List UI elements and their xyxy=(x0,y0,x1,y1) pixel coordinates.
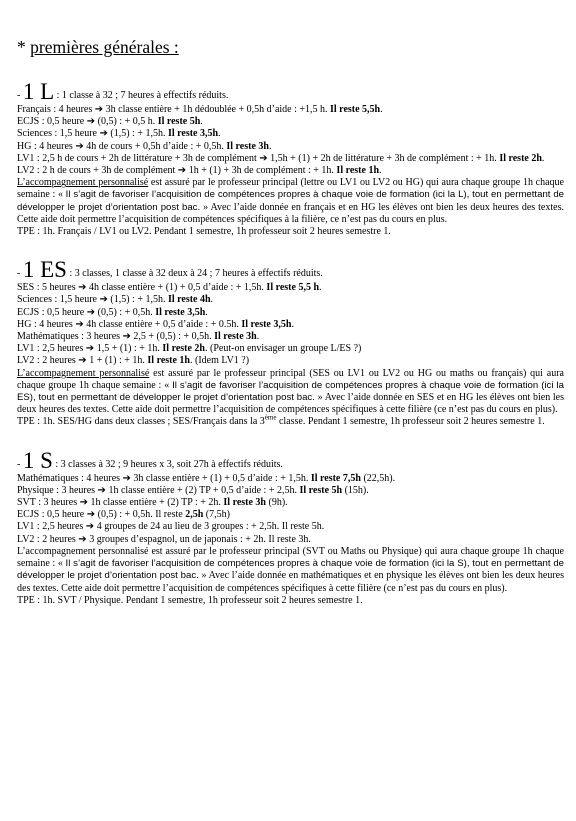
line-text: SES : 5 heures xyxy=(17,282,79,294)
line-text: . xyxy=(200,116,203,128)
remaining-hours: Il reste 4h xyxy=(167,294,211,306)
remaining-hours: Il reste 3h xyxy=(214,331,257,343)
line-text: Mathématiques : 3 heures xyxy=(17,331,123,343)
line-text: 1 + (1) : + 1h. xyxy=(86,355,148,367)
hours-lines xyxy=(17,104,564,153)
remaining-hours: Il reste 3h xyxy=(223,497,266,509)
document-page xyxy=(17,36,564,607)
line-text: 3h classe entière + 1h dédoublée + 0,5h d’aide : +1,5 h. xyxy=(103,104,331,115)
subject-line xyxy=(17,355,564,367)
section-1l xyxy=(17,79,564,238)
remaining-hours: Il reste 2h xyxy=(162,343,205,355)
hours-lines xyxy=(17,282,564,367)
line-text: . xyxy=(319,282,322,294)
ap-quote: Il s’agit de favoriser l’acquisition de compétences propres à chaque voie de formation (ici la L), tout en permettant de développer le projet d’orientation post bac. xyxy=(17,189,564,213)
title-text: premières générales : xyxy=(30,37,179,57)
lv2-line xyxy=(17,165,564,177)
heading-rest: : 3 classes, 1 classe à 32 deux à 24 ; 7 heures à effectifs réduits. xyxy=(66,268,323,280)
arrow-icon: ➔ xyxy=(94,104,104,115)
ap-text-1: L’accompagnement personnalisé est assuré par le professeur principal (SVT ou Maths ou Physique) qui aura chaque groupe 1h chaque semaine : « xyxy=(17,545,564,570)
line-text: (1,5) : + 1,5h. xyxy=(107,294,168,306)
tpe-text-2: classe. Pendant 1 semestre, 1h professeur soit 2 heures semestre 1. xyxy=(276,416,545,428)
arrow-icon: ➔ xyxy=(75,318,84,330)
ap-paragraph xyxy=(17,546,564,595)
ap-text-2: » Avec l’aide donnée en mathématiques et en physique les élèves ont bien les deux heures des textes. Cette aide doit permettre l’acquisition de compétences spécifiques à cette filière (ce n’est pas du cours en plus). xyxy=(17,570,564,594)
line-text: 3h classe entière + (1) + 0,5 d’aide : + 1,5h. xyxy=(130,472,311,484)
ap-text-1: est assuré par le professeur principal (SES ou LV1 ou LV2 ou HG ou maths ou français) qui aura chaque groupe 1h chaque semaine : « xyxy=(17,367,564,391)
section-heading xyxy=(17,79,564,104)
line-text: Sciences : 1,5 heure xyxy=(17,128,100,140)
section-heading xyxy=(17,257,564,283)
line-text: (1,5) : + 1,5h. xyxy=(107,128,168,140)
section-1s xyxy=(17,447,564,607)
line-text: LV2 : 2 heures xyxy=(17,533,79,545)
subject-line xyxy=(17,141,564,153)
remaining-hours: Il reste 3,5h xyxy=(155,306,206,318)
arrow-icon: ➔ xyxy=(78,355,87,367)
arrow-icon: ➔ xyxy=(122,472,131,484)
line-text: . xyxy=(268,140,272,152)
line-text: . xyxy=(291,318,294,330)
line-text: . xyxy=(541,152,545,164)
arrow-icon: ➔ xyxy=(85,343,95,355)
arrow-icon: ➔ xyxy=(86,306,96,318)
line-text: (0,5) : + 0,5 h. xyxy=(95,116,158,128)
remaining-hours: Il reste 3,5h xyxy=(167,128,219,140)
line-text: (0,5) : + 0,5h. Il reste xyxy=(95,509,186,521)
line-text: ECJS : 0,5 heure xyxy=(17,306,87,318)
subject-line xyxy=(17,343,564,355)
tpe-line: TPE : 1h. Français / LV1 ou LV2. Pendant 1 semestre, 1h professeur soit 2 heures semestre 1. xyxy=(17,226,391,238)
heading-big: 1 ES xyxy=(22,257,67,283)
heading-dash: - xyxy=(17,458,23,470)
subject-line xyxy=(17,128,564,140)
subject-line xyxy=(17,104,564,116)
section-heading xyxy=(17,447,564,473)
tpe-line xyxy=(17,416,564,428)
ap-paragraph xyxy=(17,177,564,226)
line-text: (22,5h). xyxy=(360,472,396,484)
remaining-hours: Il reste 3h xyxy=(226,140,269,152)
arrow-icon: ➔ xyxy=(259,152,268,164)
tpe-line: TPE : 1h. SVT / Physique. Pendant 1 semestre, 1h professeur soit 2 heures semestre 1. xyxy=(17,594,363,606)
arrow-icon: ➔ xyxy=(85,521,95,533)
subject-line xyxy=(17,294,564,306)
remaining-hours: Il reste 3,5h xyxy=(241,318,292,330)
subject-line xyxy=(17,509,564,521)
ap-label: L’accompagnement personnalisé xyxy=(17,367,150,379)
tpe-sup: ème xyxy=(264,414,277,423)
arrow-icon: ➔ xyxy=(122,331,131,343)
spacer xyxy=(17,238,564,262)
ap-label: L’accompagnement personnalisé xyxy=(17,177,149,189)
remaining-hours: Il reste 7,5h xyxy=(310,472,361,484)
arrow-icon: ➔ xyxy=(78,533,87,545)
remaining-hours: Il reste 1h xyxy=(147,355,190,367)
line-text: LV1 : 2,5 h de cours + 2h de littérature + 3h de complément xyxy=(17,152,260,164)
line-text: 4 groupes de 24 au lieu de 3 groupes : + 2,5h. Il reste 5h. xyxy=(94,521,325,533)
line-text: 1h classe entière + (2) TP + 0,5 d’aide : + 2,5h. xyxy=(105,484,300,496)
heading-rest: : 1 classe à 32 ; 7 heures à effectifs réduits. xyxy=(54,90,229,101)
line-text: LV2 : 2 heures xyxy=(17,355,79,367)
line-text: 4h de cours + 0,5h d’aide : + 0,5h. xyxy=(83,140,227,152)
remaining-hours: 2,5h xyxy=(185,509,204,521)
arrow-icon: ➔ xyxy=(99,128,108,140)
line-text: 4h classe entière + (1) + 0,5 d’aide : + 1,5h. xyxy=(86,282,267,294)
lv1-line xyxy=(17,153,564,165)
heading-big: 1 L xyxy=(22,79,55,104)
heading-dash: - xyxy=(17,90,23,101)
line-text: (9h). xyxy=(266,497,288,509)
line-text: (15h). xyxy=(342,484,369,496)
line-text: 1,5h + (1) + 2h de littérature + 3h de complément : + 1h. xyxy=(267,152,500,164)
subject-line xyxy=(17,116,564,128)
line-text: . (Peut-on envisager un groupe L/ES ?) xyxy=(205,343,362,355)
tpe-text-1: TPE : 1h. SES/HG dans deux classes ; SES/Français dans la 3 xyxy=(17,416,265,428)
arrow-icon: ➔ xyxy=(177,165,187,177)
line-text: . xyxy=(256,331,260,343)
line-text: LV1 : 2,5 heures xyxy=(17,343,86,355)
arrow-icon: ➔ xyxy=(86,509,96,521)
line-text: . xyxy=(210,294,214,306)
arrow-icon: ➔ xyxy=(78,282,87,294)
line-text: Français : 4 heures xyxy=(17,104,95,115)
ap-text-2: » Avec l’aide donnée en SES et en HG les élèves ont bien les deux heures des textes. Cette aide doit permettre l’acquisition de compétences spécifiques à cette filière (ce n’est pas du cours en plus). xyxy=(17,392,564,416)
subject-line xyxy=(17,521,564,533)
arrow-icon: ➔ xyxy=(75,140,84,152)
ap-paragraph xyxy=(17,368,564,417)
line-text: LV1 : 2,5 heures xyxy=(17,521,86,533)
heading-dash: - xyxy=(17,268,23,280)
spacer xyxy=(17,429,564,453)
section-1es xyxy=(17,257,564,428)
line-text: . xyxy=(218,128,221,140)
heading-rest: : 3 classes à 32 ; 9 heures x 3, soit 27h à effectifs réduits. xyxy=(52,458,283,470)
heading-big: 1 S xyxy=(22,447,53,473)
line-text: 2,5 + (0,5) : + 0,5h. xyxy=(130,331,215,343)
ap-quote: Il s’agit de favoriser l’acquisition de compétences propres à chaque voie de formation (ici la ES), tout en permettant de développer le projet d’orientation post bac. xyxy=(17,379,564,404)
arrow-icon: ➔ xyxy=(79,497,88,509)
line-text: HG : 4 heures xyxy=(17,318,76,330)
page-title xyxy=(17,36,564,58)
line-text: 1,5 + (1) : + 1h. xyxy=(94,343,163,355)
line-text: 4h classe entière + 0,5 d’aide : + 0.5h. xyxy=(83,318,242,330)
subject-line xyxy=(17,307,564,319)
line-text: LV2 : 2 h de cours + 3h de complément xyxy=(17,165,178,177)
subject-line xyxy=(17,319,564,331)
line-text: Mathématiques : 4 heures xyxy=(17,472,123,484)
ap-text-1: est assuré par le professeur principal (lettre ou LV1 ou LV2 ou HG) qui aura chaque groupe 1h chaque semaine : « xyxy=(17,177,564,201)
title-bullet: * xyxy=(17,37,31,57)
line-text: HG : 4 heures xyxy=(17,140,76,152)
remaining-hours: Il reste 5,5 h xyxy=(266,282,320,294)
subject-line xyxy=(17,485,564,497)
remaining-hours: Il reste 5h xyxy=(299,484,343,496)
subject-line xyxy=(17,497,564,509)
line-text: . xyxy=(380,104,383,115)
line-text: 1h classe entière + (2) TP : + 2h. xyxy=(87,497,224,509)
subject-line xyxy=(17,282,564,294)
subject-line xyxy=(17,331,564,343)
line-text: Sciences : 1,5 heure xyxy=(17,294,100,306)
line-text: (0,5) : + 0,5h. xyxy=(95,306,156,318)
remaining-hours: Il reste 5h xyxy=(157,116,201,128)
arrow-icon: ➔ xyxy=(97,484,106,496)
remaining-hours: Il reste 5,5h xyxy=(330,104,381,115)
subject-line xyxy=(17,534,564,546)
remaining-hours: Il reste 2h xyxy=(499,152,542,164)
line-text: ECJS : 0,5 heure xyxy=(17,116,87,128)
line-text: 1h + (1) + 3h de complément : + 1h. xyxy=(186,165,337,177)
ap-text-2: » Avec l’aide donnée en français et en HG les élèves ont bien les deux heures des textes. Cette aide doit permettre l’acquisition de compétences spécifiques à la filière, ce n’est pas du cours en plus. xyxy=(17,201,564,225)
subject-line xyxy=(17,473,564,485)
arrow-icon: ➔ xyxy=(99,294,108,306)
line-text: 3 groupes d’espagnol, un de japonais : + 2h. Il reste 3h. xyxy=(86,533,311,545)
line-text: . (Idem LV1 ?) xyxy=(190,355,250,367)
line-text: . xyxy=(379,165,382,177)
ap-quote: Il s’agit de favoriser l’acquisition de compétences propres à chaque voie de formation (ici la S), tout en permettant de développer le projet d’orientation post bac. xyxy=(17,558,564,582)
line-text: SVT : 3 heures xyxy=(17,497,80,509)
arrow-icon: ➔ xyxy=(86,116,96,128)
remaining-hours: Il reste 1h xyxy=(336,165,380,177)
line-text: ECJS : 0,5 heure xyxy=(17,509,87,521)
line-text: Physique : 3 heures xyxy=(17,484,98,496)
line-text: (7,5h) xyxy=(203,509,230,521)
line-text: . xyxy=(205,306,208,318)
hours-lines xyxy=(17,473,564,546)
